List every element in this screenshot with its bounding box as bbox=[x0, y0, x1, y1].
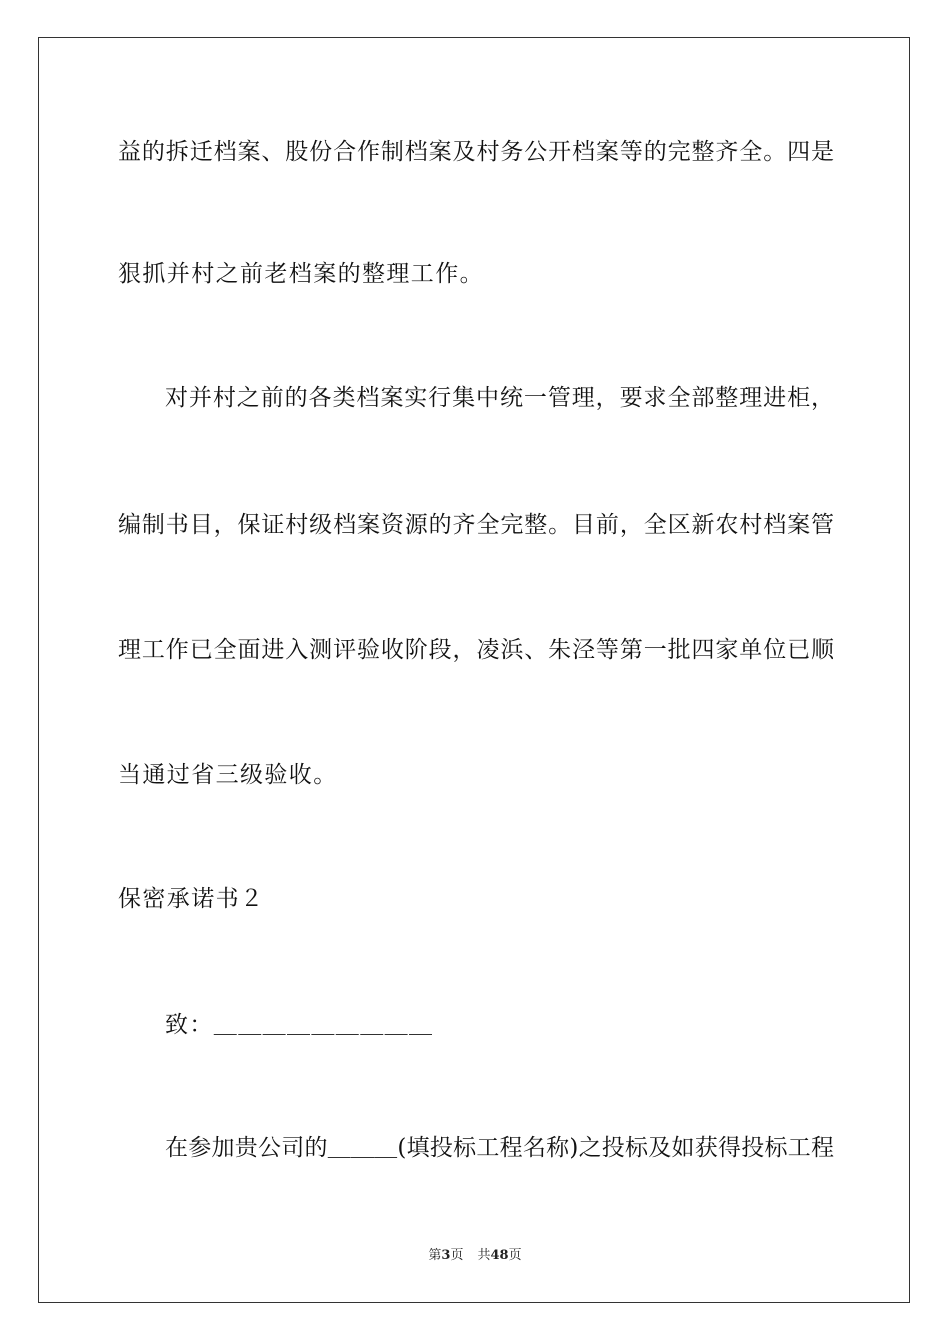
body-line-3: 对并村之前的各类档案实行集中统一管理，要求全部整理进柜， bbox=[165, 385, 834, 411]
addressee-line: 致：＿＿＿＿＿＿＿＿＿ bbox=[165, 1012, 434, 1038]
page-footer bbox=[0, 1247, 950, 1265]
page-suffix: 页 bbox=[450, 1248, 464, 1263]
section-heading: 保密承诺书２ bbox=[118, 886, 265, 912]
body-line-1: 益的拆迁档案、股份合作制档案及村务公开档案等的完整齐全。四是 bbox=[118, 139, 834, 165]
body-line-4: 编制书目，保证村级档案资源的齐全完整。目前，全区新农村档案管 bbox=[118, 512, 834, 538]
current-page-number: 3 bbox=[441, 1248, 451, 1263]
total-suffix: 页 bbox=[508, 1248, 522, 1263]
total-page-count: 48 bbox=[490, 1248, 509, 1263]
page-prefix: 第 bbox=[428, 1248, 442, 1263]
page-border bbox=[38, 37, 910, 1303]
body-line-5: 理工作已全面进入测评验收阶段，凌浜、朱泾等第一批四家单位已顺 bbox=[118, 637, 834, 663]
total-prefix: 共 bbox=[477, 1248, 491, 1263]
body-line-7: 在参加贵公司的＿＿＿(填投标工程名称)之投标及如获得投标工程 bbox=[165, 1135, 834, 1161]
body-line-2: 狠抓并村之前老档案的整理工作。 bbox=[118, 261, 484, 287]
body-line-6: 当通过省三级验收。 bbox=[118, 762, 338, 788]
